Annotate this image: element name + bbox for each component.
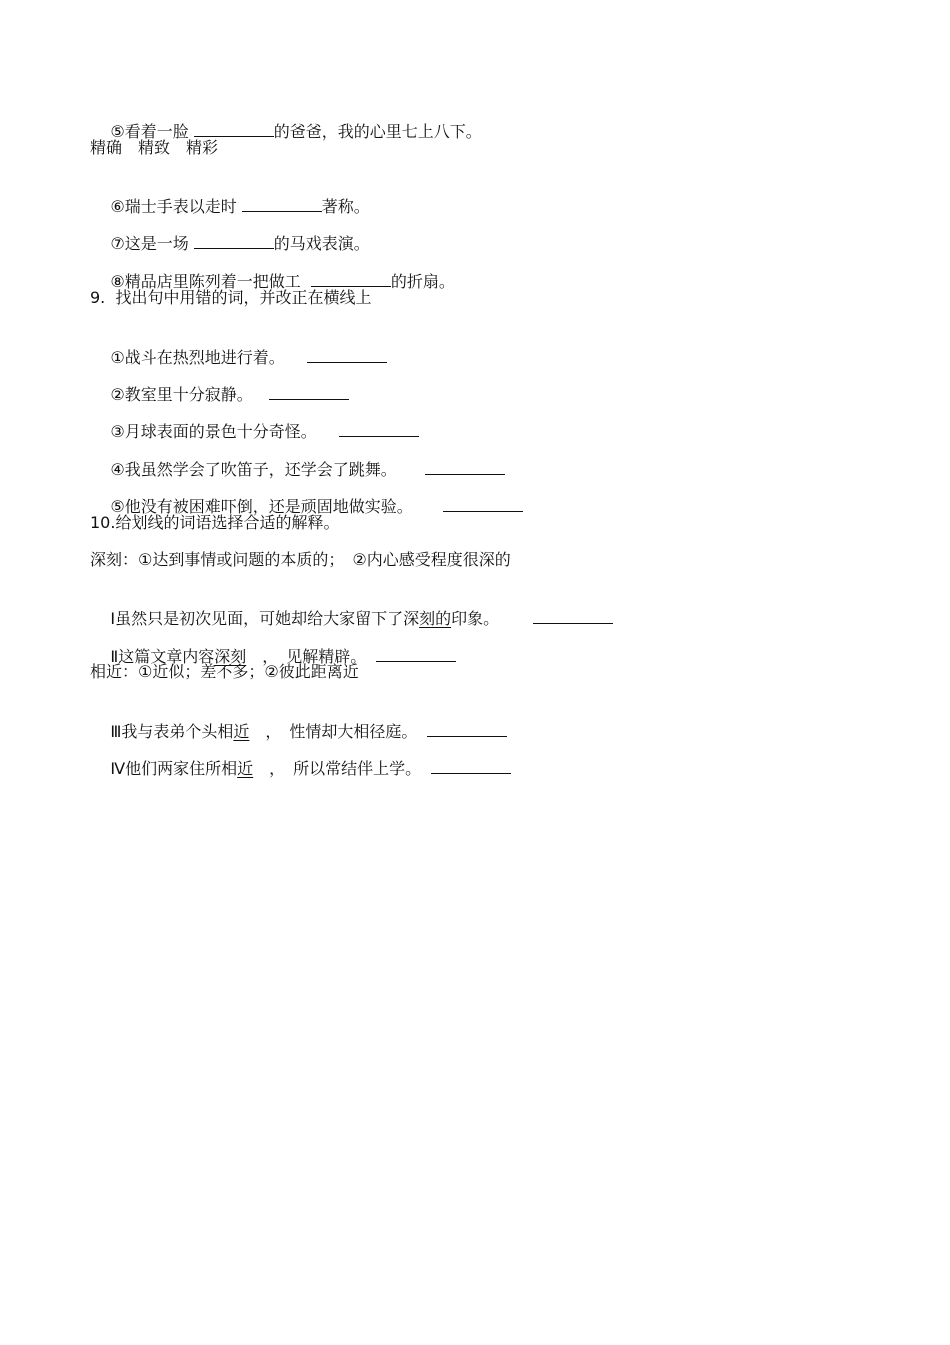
underlined-word: 近 (237, 759, 254, 778)
answer-blank[interactable] (425, 460, 505, 475)
answer-blank[interactable] (242, 197, 322, 212)
q9-title: 9. 找出句中用错的词，并改正在横线上 (90, 288, 372, 307)
answer-blank[interactable] (339, 422, 419, 437)
sentence-text: ④我虽然学会了吹笛子，还学会了跳舞。 (110, 460, 397, 479)
sentence-text: ， 所以常结伴上学。 (253, 759, 422, 778)
q8-word-options: 精确 精致 精彩 (90, 138, 219, 157)
sentence-text: Ⅰ虽然只是初次见面，可她却给大家留下了深 (110, 609, 420, 628)
answer-blank[interactable] (376, 647, 456, 662)
sentence-text: Ⅳ他们两家住所相 (110, 759, 238, 778)
sentence-text: ⑥瑞士手表以走时 (110, 197, 242, 216)
sentence-text: ⑦这是一场 (110, 234, 194, 253)
answer-blank[interactable] (427, 722, 507, 737)
sentence-text: ②教室里十分寂静。 (110, 385, 253, 404)
q10-title: 10.给划线的词语选择合适的解释。 (90, 513, 340, 532)
sentence-text: 的马戏表演。 (273, 234, 370, 253)
answer-blank[interactable] (307, 348, 387, 363)
q10-definition-shenke: 深刻：①达到事情或问题的本质的； ②内心感受程度很深的 (90, 550, 511, 569)
sentence-text: 著称。 (321, 197, 370, 216)
answer-blank[interactable] (443, 497, 523, 512)
sentence-text: Ⅲ我与表弟个头相 (110, 722, 234, 741)
sentence-text: 的爸爸，我的心里七上八下。 (273, 122, 482, 141)
sentence-text: ， 见解精辟。 (246, 647, 367, 666)
q10-sentence-4 (90, 736, 511, 802)
sentence-text: ①战斗在热烈地进行着。 (110, 348, 285, 367)
sentence-text: 印象。 (451, 609, 500, 628)
answer-blank[interactable] (431, 759, 511, 774)
sentence-text: Ⅱ这篇文章内容 (110, 647, 215, 666)
answer-blank[interactable] (533, 609, 613, 624)
underlined-word: 深刻 (214, 647, 247, 666)
answer-blank[interactable] (194, 122, 274, 137)
underlined-word: 近 (233, 722, 250, 741)
q10-definition-xiangjin: 相近：①近似；差不多；②彼此距离近 (90, 662, 359, 681)
sentence-text: ⑤他没有被困难吓倒，还是顽固地做实验。 (110, 497, 413, 516)
sentence-text: 的折扇。 (390, 272, 455, 291)
answer-blank[interactable] (269, 385, 349, 400)
sentence-text: ⑤看着一脸 (110, 122, 194, 141)
answer-blank[interactable] (311, 272, 391, 287)
sentence-text: ③月球表面的景色十分奇怪。 (110, 422, 317, 441)
sentence-text: ， 性情却大相径庭。 (249, 722, 418, 741)
sentence-text: ⑧精品店里陈列着一把做工 (110, 272, 311, 291)
underlined-word: 刻的 (419, 609, 452, 628)
answer-blank[interactable] (194, 234, 274, 249)
